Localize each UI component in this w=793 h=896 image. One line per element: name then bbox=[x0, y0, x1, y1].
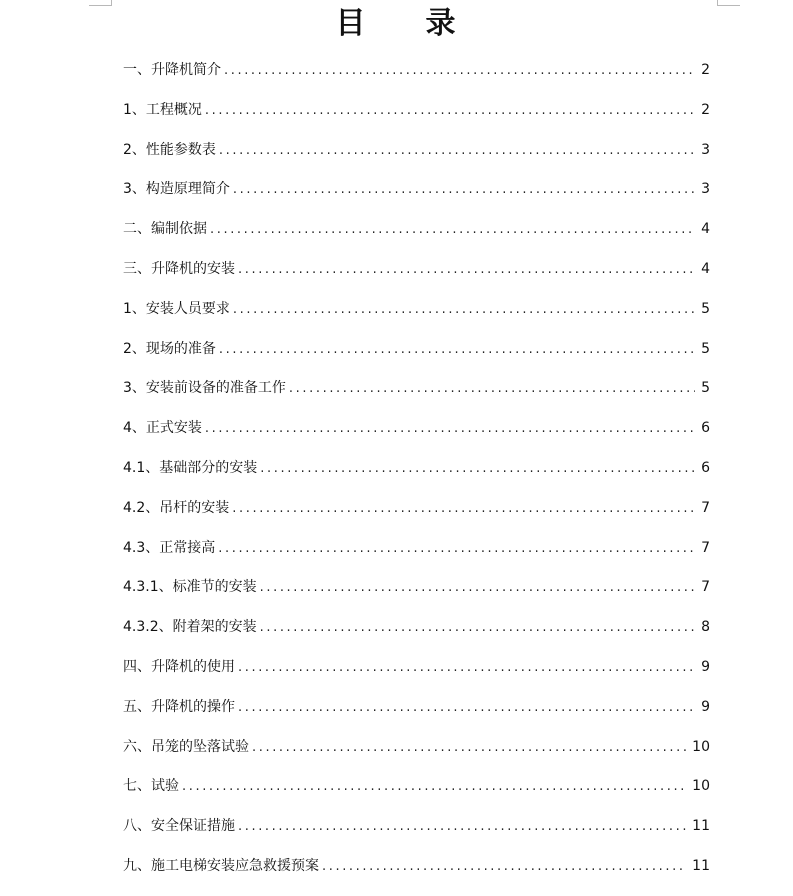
toc-entry[interactable] bbox=[123, 697, 710, 737]
toc-entry[interactable] bbox=[123, 617, 710, 657]
toc-entry[interactable] bbox=[123, 816, 710, 856]
toc-leader-dots bbox=[182, 777, 686, 797]
toc-entry[interactable] bbox=[123, 657, 710, 697]
toc-entry-page-number: 8 bbox=[701, 619, 710, 636]
toc-leader-dots bbox=[224, 61, 695, 81]
toc-entry[interactable] bbox=[123, 378, 710, 418]
toc-entry-label: 七、试验 bbox=[123, 778, 179, 795]
toc-entry-label: 1、安装人员要求 bbox=[123, 300, 230, 317]
toc-entry-label: 五、升降机的操作 bbox=[123, 698, 235, 715]
toc-title-char: 目 bbox=[335, 6, 368, 41]
toc-leader-dots bbox=[219, 141, 695, 161]
toc-leader-dots bbox=[252, 738, 686, 758]
toc-leader-dots bbox=[205, 419, 695, 439]
toc-entry-page-number: 7 bbox=[701, 579, 710, 596]
toc-entry-label: 4.3.1、标准节的安装 bbox=[123, 579, 257, 596]
toc-leader-dots bbox=[260, 578, 695, 598]
toc-entry-page-number: 7 bbox=[701, 499, 710, 516]
toc-entry-label: 2、现场的准备 bbox=[123, 340, 216, 357]
toc-entry[interactable] bbox=[123, 737, 710, 777]
toc-entry[interactable] bbox=[123, 219, 710, 259]
toc-entry-page-number: 5 bbox=[701, 340, 710, 357]
toc-entry-label: 六、吊笼的坠落试验 bbox=[123, 738, 249, 755]
toc-entry-page-number: 2 bbox=[701, 101, 710, 118]
toc-entry-page-number: 6 bbox=[701, 459, 710, 476]
toc-entry-page-number: 3 bbox=[701, 141, 710, 158]
toc-entry[interactable] bbox=[123, 498, 710, 538]
toc-entry-page-number: 6 bbox=[701, 420, 710, 437]
toc-entry-label: 4.1、基础部分的安装 bbox=[123, 459, 258, 476]
toc-entry-page-number: 10 bbox=[692, 778, 710, 795]
toc-entry-page-number: 7 bbox=[701, 539, 710, 556]
toc-leader-dots bbox=[238, 817, 686, 837]
toc-entry[interactable] bbox=[123, 259, 710, 299]
toc-entry-label: 4.2、吊杆的安装 bbox=[123, 499, 230, 516]
toc-entry-page-number: 4 bbox=[701, 260, 710, 277]
toc-entry[interactable] bbox=[123, 140, 710, 180]
toc-entry-label: 四、升降机的使用 bbox=[123, 658, 235, 675]
toc-entry-label: 4.3、正常接高 bbox=[123, 539, 216, 556]
toc-entry[interactable] bbox=[123, 458, 710, 498]
toc-title-char: 录 bbox=[425, 6, 458, 41]
toc-entry-page-number: 11 bbox=[692, 818, 710, 835]
toc-leader-dots bbox=[205, 101, 695, 121]
toc-entry[interactable] bbox=[123, 776, 710, 816]
toc-entry[interactable] bbox=[123, 60, 710, 100]
toc-entry-label: 4、正式安装 bbox=[123, 420, 202, 437]
toc-entry[interactable] bbox=[123, 418, 710, 458]
toc-entry[interactable] bbox=[123, 100, 710, 140]
toc-entry-label: 二、编制依据 bbox=[123, 221, 207, 238]
toc-entry-page-number: 5 bbox=[701, 380, 710, 397]
toc-leader-dots bbox=[233, 300, 695, 320]
toc-entry-label: 三、升降机的安装 bbox=[123, 260, 235, 277]
toc-leader-dots bbox=[238, 658, 695, 678]
toc-entry-label: 一、升降机简介 bbox=[123, 62, 221, 78]
toc-leader-dots bbox=[210, 220, 695, 240]
toc-entry[interactable] bbox=[123, 856, 710, 896]
toc-entry-page-number: 11 bbox=[692, 857, 710, 874]
toc-leader-dots bbox=[218, 539, 695, 559]
toc-entry[interactable] bbox=[123, 179, 710, 219]
toc-entry-page-number: 10 bbox=[692, 738, 710, 755]
toc-entry[interactable] bbox=[123, 339, 710, 379]
toc-entry[interactable] bbox=[123, 538, 710, 578]
toc-entry-label: 3、安装前设备的准备工作 bbox=[123, 380, 286, 397]
toc-leader-dots bbox=[260, 459, 695, 479]
toc-leader-dots bbox=[238, 260, 695, 280]
toc-leader-dots bbox=[322, 857, 686, 877]
toc-leader-dots bbox=[260, 618, 695, 638]
toc-entry-page-number: 3 bbox=[701, 181, 710, 198]
toc-entry-label: 3、构造原理简介 bbox=[123, 181, 230, 198]
toc-entry-page-number: 4 bbox=[701, 221, 710, 238]
toc-entry-label: 八、安全保证措施 bbox=[123, 818, 235, 835]
toc-leader-dots bbox=[232, 499, 695, 519]
toc-leader-dots bbox=[233, 180, 695, 200]
toc-entry[interactable] bbox=[123, 577, 710, 617]
toc-entry-label: 2、性能参数表 bbox=[123, 141, 216, 158]
toc-title bbox=[0, 4, 793, 44]
toc-leader-dots bbox=[238, 698, 695, 718]
toc-entry-page-number: 5 bbox=[701, 300, 710, 317]
toc-entry-label: 九、施工电梯安装应急救援预案 bbox=[123, 857, 319, 874]
table-of-contents bbox=[123, 60, 710, 896]
toc-entry-page-number: 9 bbox=[701, 658, 710, 675]
toc-entry-label: 4.3.2、附着架的安装 bbox=[123, 619, 257, 636]
toc-entry[interactable] bbox=[123, 299, 710, 339]
toc-entry-page-number: 9 bbox=[701, 698, 710, 715]
toc-entry-page-number: 2 bbox=[701, 62, 710, 78]
toc-leader-dots bbox=[219, 340, 695, 360]
toc-entry-label: 1、工程概况 bbox=[123, 101, 202, 118]
toc-leader-dots bbox=[289, 379, 695, 399]
